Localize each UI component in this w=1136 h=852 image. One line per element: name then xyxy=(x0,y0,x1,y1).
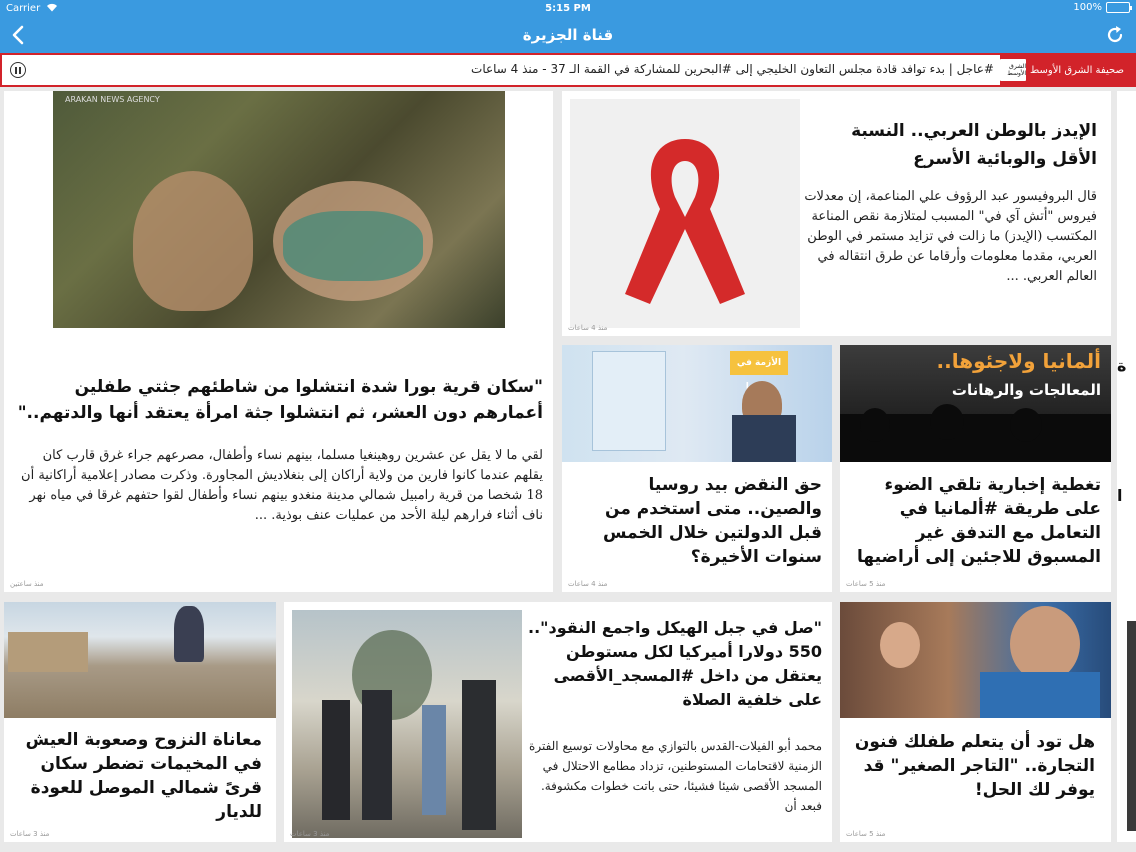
article-headline[interactable]: "سكان قرية بورا شدة انتشلوا من شاطئهم جثتي طفلين أعمارهم دون العشر، ثم انتشلوا جثة امرأة يعتقد أنها والدتهم.." xyxy=(17,377,543,423)
article-image xyxy=(292,610,522,838)
refresh-icon[interactable] xyxy=(1104,24,1126,46)
image-title: ألمانيا ولاجئوها.. xyxy=(936,349,1101,373)
image-caption: الأزمة في xyxy=(730,351,788,375)
page-title: قناة الجزيرة xyxy=(522,26,614,44)
article-card[interactable] xyxy=(4,602,276,842)
article-time: منذ ساعتين xyxy=(10,580,44,588)
battery-icon xyxy=(1106,2,1130,13)
article-card[interactable] xyxy=(840,345,1111,592)
article-time: منذ 3 ساعات xyxy=(10,830,50,838)
article-card[interactable] xyxy=(840,602,1111,842)
article-summary: قال البروفيسور عبد الرؤوف علي المناعمة، إن معدلات فيروس "أتش آي في" المسبب لمتلازمة نقص المناعة المكتسب (الإيدز) ما زالت في تزايد مستمر في الوطن العربي، مقدما معلومات وأرقاما عن طرق انتقاله في العالم العربي. ... xyxy=(804,189,1097,284)
article-headline[interactable]: هل تود أن يتعلم طفلك فنون التجارة.. "التاجر الصغير" قد يوفر لك الحل! xyxy=(854,732,1095,800)
article-headline[interactable]: "صل في جبل الهيكل واجمع النقود".. 550 دولارا أميركيا لكل مستوطن يعتقل من داخل #المسجد_الأقصى على خلفية الصلاة xyxy=(528,618,822,709)
status-time: 5:15 PM xyxy=(545,3,591,14)
ticker-source xyxy=(1000,55,1134,85)
article-image xyxy=(53,91,505,328)
article-image xyxy=(570,99,800,328)
article-card[interactable] xyxy=(562,91,1111,336)
ticker-source-label: صحيفة الشرق الأوسط xyxy=(1030,64,1124,76)
article-time: منذ 3 ساعات xyxy=(290,830,330,838)
article-image xyxy=(4,602,276,718)
partial-article-card[interactable] xyxy=(1117,91,1136,842)
article-time: منذ 4 ساعات xyxy=(568,324,608,332)
partial-headline-char: ة xyxy=(1117,356,1127,375)
article-time: منذ 5 ساعات xyxy=(846,580,886,588)
article-headline[interactable]: الإيدز بالوطن العربي.. النسبة الأقل والوبائية الأسرع xyxy=(851,121,1097,169)
article-summary: محمد أبو الفيلات-القدس بالتوازي مع محاولات توسيع الفترة الزمنية لاقتحامات المستوطنين، تزداد مطامع الاحتلال في المسجد الأقصى شيئا فشيئا، حتى باتت خطوات مكشوفة. فبعد أن xyxy=(529,739,822,813)
article-time: منذ 4 ساعات xyxy=(568,580,608,588)
navigation-bar xyxy=(0,18,1136,53)
carrier-label: Carrier xyxy=(6,3,58,14)
article-card[interactable] xyxy=(4,91,553,592)
partial-headline-char: ا xyxy=(1117,486,1123,505)
article-card[interactable] xyxy=(284,602,832,842)
article-image xyxy=(840,345,1111,462)
battery-percent: 100% xyxy=(1073,2,1102,13)
image-subtitle: المعالجات والرهانات xyxy=(951,381,1101,399)
article-headline[interactable]: تغطية إخبارية تلقي الضوء على طريقة #ألمانيا في التعامل مع التدفق غير المسبوق للاجئين إلى أراضيها xyxy=(856,475,1101,567)
pause-icon[interactable] xyxy=(10,62,26,78)
article-time: منذ 5 ساعات xyxy=(846,830,886,838)
news-ticker[interactable] xyxy=(0,53,1136,87)
article-headline[interactable]: معاناة النزوح وصعوبة العيش في المخيمات تضطر سكان قرىً شمالي الموصل للعودة للديار xyxy=(25,730,262,822)
article-summary: لقي ما لا يقل عن عشرين روهينغيا مسلما، بينهم نساء وأطفال، مصرعهم جراء غرق قارب كان يقلهم عندما كانوا فارين من ولاية أراكان إلى بنغلاديش المجاورة. وذكرت مصادر إعلامية أراكانية أن 18 شخصا من قرية رامبيل شمالي مدينة منغدو بينهم نساء وأطفال لقوا حتفهم غرقا في مياه نهر ناف أثناء فرارهم ليلة الأحد من عمليات عنف بوذية. ... xyxy=(21,448,543,523)
article-card[interactable] xyxy=(562,345,832,592)
article-image xyxy=(840,602,1111,718)
image-watermark: ARAKAN NEWS AGENCY xyxy=(65,95,160,104)
source-logo-text: الشرق الأوسط xyxy=(1007,63,1026,77)
source-logo xyxy=(1000,59,1026,81)
article-image xyxy=(562,345,832,462)
battery-indicator xyxy=(1073,2,1130,13)
status-bar xyxy=(0,0,1136,18)
ticker-headline[interactable]: #عاجل | بدء توافد قادة مجلس التعاون الخليجي إلى #البحرين للمشاركة في القمة الـ 37 - منذ 4 ساعات xyxy=(471,62,994,76)
article-headline[interactable]: حق النقض بيد روسيا والصين.. متى استخدم من قبل الدولتين خلال الخمس سنوات الأخيرة؟ xyxy=(603,475,822,567)
aids-ribbon-icon xyxy=(570,99,800,328)
